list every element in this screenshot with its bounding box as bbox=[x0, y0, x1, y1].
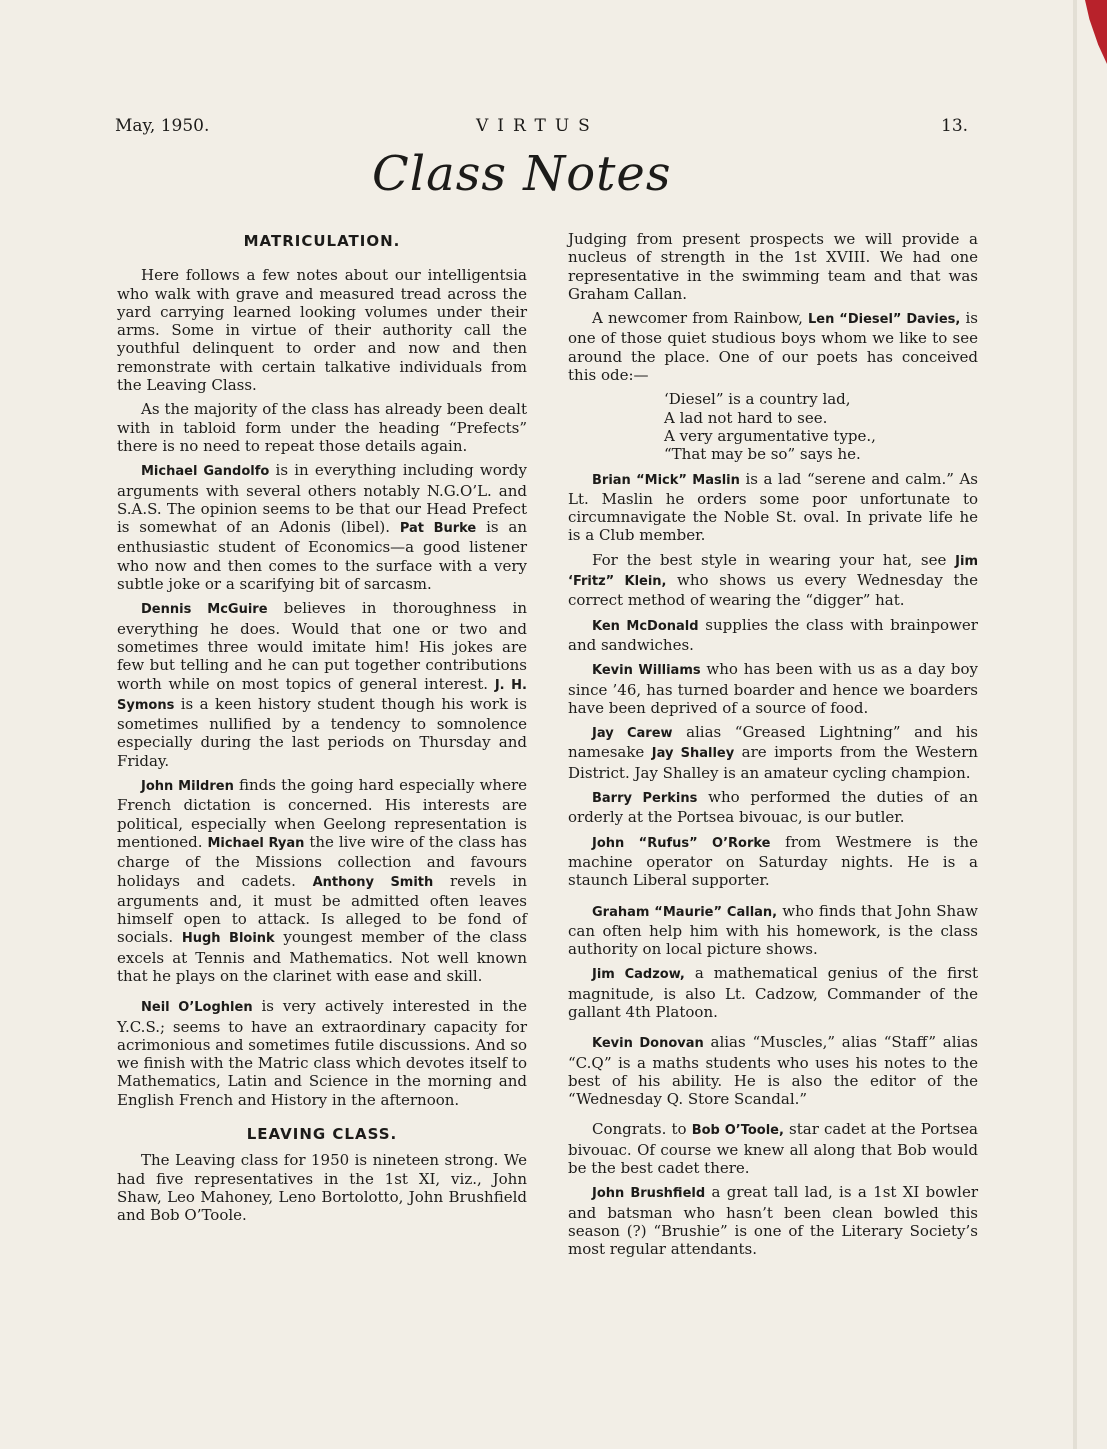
text: is a lad “serene and calm.” As Lt. Maslin he orders some poor unfortunate to circumnavigate the Noble St. oval. In private life he is a Club member. bbox=[568, 469, 978, 545]
text: alias “Muscles,” alias “Staff” alias “C.Q” is a maths students who uses his notes to the best of his ability. He is also the editor of the “Wednesday Q. Store Scandal.” bbox=[568, 1033, 978, 1109]
paragraph bbox=[117, 461, 527, 593]
student-name: John “Rufus” O’Rorke bbox=[592, 835, 771, 851]
student-name: Dennis McGuire bbox=[141, 602, 268, 618]
ode-line: ‘Diesel” is a country lad, bbox=[664, 390, 851, 409]
text: revels in arguments and, it must be admitted often leaves himself open to attack. Is alleged to be fond of socials. bbox=[117, 871, 527, 947]
text: a great tall lad, is a 1st XI bowler and batsman who hasn’t been clean bowled this season (?) “Brushie” is one of the Literary Society’s most regular attendants. bbox=[568, 1183, 978, 1259]
section-heading-leaving: LEAVING CLASS. bbox=[246, 1125, 398, 1144]
paragraph bbox=[568, 964, 978, 1021]
student-name: John Brushfield bbox=[592, 1186, 706, 1202]
ode-line: “That may be so” says he. bbox=[664, 445, 861, 464]
header-date: May, 1950. bbox=[115, 116, 210, 136]
paragraph: Here follows a few notes about our intelligentsia who walk with grave and measured tread across the yard carrying learned looking volumes under their arms. Some in virtue of their authority call the youthful delinquent to order and now and then remonstrate with certain talkative individuals from the Leaving Class. bbox=[117, 266, 527, 395]
paragraph bbox=[117, 997, 527, 1109]
student-name: Anthony Smith bbox=[312, 874, 434, 890]
paragraph bbox=[568, 470, 978, 545]
left-column bbox=[117, 232, 527, 1231]
student-name: Len “Diesel” Davies, bbox=[808, 312, 961, 328]
text: A newcomer from Rainbow, bbox=[592, 309, 809, 328]
text: who performed the duties of an orderly at the Portsea bivouac, is our butler. bbox=[568, 788, 978, 827]
student-name: Jay Carew bbox=[592, 726, 673, 742]
paragraph bbox=[568, 551, 978, 610]
text: believes in thoroughness in everything he does. Would that one or two and sometimes three would imitate him! His jokes are few but telling and he can put together contributions worth while on most topics of general interest. bbox=[117, 599, 528, 693]
student-name: Pat Burke bbox=[399, 521, 477, 537]
student-name: Neil O’Loghlen bbox=[141, 1000, 253, 1016]
student-name: Jim ‘Fritz” Klein, bbox=[568, 553, 978, 590]
student-name: Graham “Maurie” Callan, bbox=[592, 904, 778, 920]
text: is a keen history student though his work is sometimes nullified by a tendency to somnolence especially during the last periods on Thursday and Friday. bbox=[117, 694, 527, 770]
paragraph bbox=[568, 1120, 978, 1177]
paragraph bbox=[568, 902, 978, 959]
student-name: Jay Shalley bbox=[651, 746, 735, 762]
text: Congrats. to bbox=[592, 1120, 692, 1139]
student-name: Kevin Williams bbox=[592, 663, 701, 679]
paragraph bbox=[568, 616, 978, 655]
paragraph bbox=[568, 788, 978, 827]
text: youngest member of the class excels at Tennis and Mathematics. Not well known that he plays on the clarinet with ease and skill. bbox=[117, 928, 528, 985]
paragraph bbox=[568, 833, 978, 890]
text: a mathematical genius of the first magnitude, is also Lt. Cadzow, Commander of the gallant 4th Platoon. bbox=[568, 964, 978, 1021]
student-name: Kevin Donovan bbox=[592, 1036, 704, 1052]
section-heading-matriculation: MATRICULATION. bbox=[243, 232, 401, 250]
right-column bbox=[568, 230, 978, 1265]
paragraph: Judging from present prospects we will provide a nucleus of strength in the 1st XVIII. We had one representative in the swimming team and that was Graham Callan. bbox=[568, 230, 978, 303]
page-title: Class Notes bbox=[372, 146, 672, 202]
student-name: John Mildren bbox=[141, 779, 234, 795]
paragraph: As the majority of the class has already been dealt with in tabloid form under the heading “Prefects” there is no need to repeat those details again. bbox=[117, 400, 527, 455]
ode-line: A very argumentative type., bbox=[664, 426, 876, 445]
student-name: Jim Cadzow, bbox=[592, 967, 685, 983]
paragraph bbox=[568, 309, 978, 384]
header-publication: VIRTUS bbox=[476, 116, 599, 136]
student-name: J. H. Symons bbox=[117, 677, 527, 713]
paragraph bbox=[568, 1033, 978, 1108]
text: who has been with us as a day boy since ’46, has turned boarder and hence we boarders have been deprived of a source of food. bbox=[568, 660, 979, 717]
paragraph: The Leaving class for 1950 is nineteen strong. We had five representatives in the 1st XI, viz., John Shaw, Leo Mahoney, Leno Bortolotto, John Brushfield and Bob O’Toole. bbox=[117, 1151, 527, 1225]
student-name: Barry Perkins bbox=[592, 791, 698, 807]
text: who finds that John Shaw can often help him with his homework, is the class authority on local picture shows. bbox=[568, 901, 978, 959]
ode-line: A lad not hard to see. bbox=[664, 408, 828, 427]
text: is an enthusiastic student of Economics—a good listener who now and then comes to the surface with a very subtle joke or a scarifying bit of sarcasm. bbox=[117, 518, 527, 594]
page-edge bbox=[1073, 0, 1107, 1449]
paragraph bbox=[568, 1183, 978, 1258]
text: who shows us every Wednesday the correct method of wearing the “digger” hat. bbox=[568, 571, 979, 610]
text: is very actively interested in the Y.C.S.; seems to have an extraordinary capacity for acrimonious and sometimes futile discussions. And so we finish with the Matric class which devotes itself to Mathematics, Latin and Science in the morning and English French and History in the afternoon. bbox=[117, 997, 527, 1109]
student-name: Brian “Mick” Maslin bbox=[592, 472, 740, 488]
text: star cadet at the Portsea bivouac. Of course we knew all along that Bob would be the best cadet there. bbox=[568, 1120, 978, 1178]
student-name: Michael Ryan bbox=[207, 835, 305, 851]
paragraph bbox=[117, 599, 527, 770]
student-name: Michael Gandolfo bbox=[141, 464, 270, 480]
text: finds the going hard especially where French dictation is concerned. His interests are political, especially when Geelong representation is mentioned. bbox=[117, 776, 527, 851]
paragraph bbox=[568, 723, 978, 782]
student-name: Ken McDonald bbox=[592, 618, 699, 634]
text: are imports from the Western District. Jay Shalley is an amateur cycling champion. bbox=[568, 743, 978, 782]
paragraph bbox=[568, 660, 978, 717]
text: is in everything including wordy arguments with several others notably N.G.O’L. and S.A.S. The opinion seems to be that our Head Prefect is somewhat of an Adonis (libel). bbox=[117, 461, 528, 537]
text: the live wire of the class has charge of the Missions collection and favours holidays and cadets. bbox=[117, 832, 527, 890]
ode bbox=[664, 390, 978, 463]
text: is one of those quiet studious boys whom we like to see around the place. One of our poets has conceived this ode:— bbox=[568, 309, 979, 385]
text: alias “Greased Lightning” and his namesake bbox=[568, 723, 978, 762]
text: supplies the class with brainpower and sandwiches. bbox=[568, 615, 978, 654]
header-page-number: 13. bbox=[941, 116, 969, 136]
text: from Westmere is the machine operator on Saturday nights. He is a staunch Liberal supporter. bbox=[568, 832, 978, 890]
student-name: Hugh Bloink bbox=[181, 931, 275, 947]
student-name: Bob O’Toole, bbox=[691, 1123, 784, 1139]
paragraph bbox=[117, 776, 527, 985]
red-cover-edge bbox=[1085, 0, 1107, 64]
text: For the best style in wearing your hat, see bbox=[592, 550, 956, 569]
